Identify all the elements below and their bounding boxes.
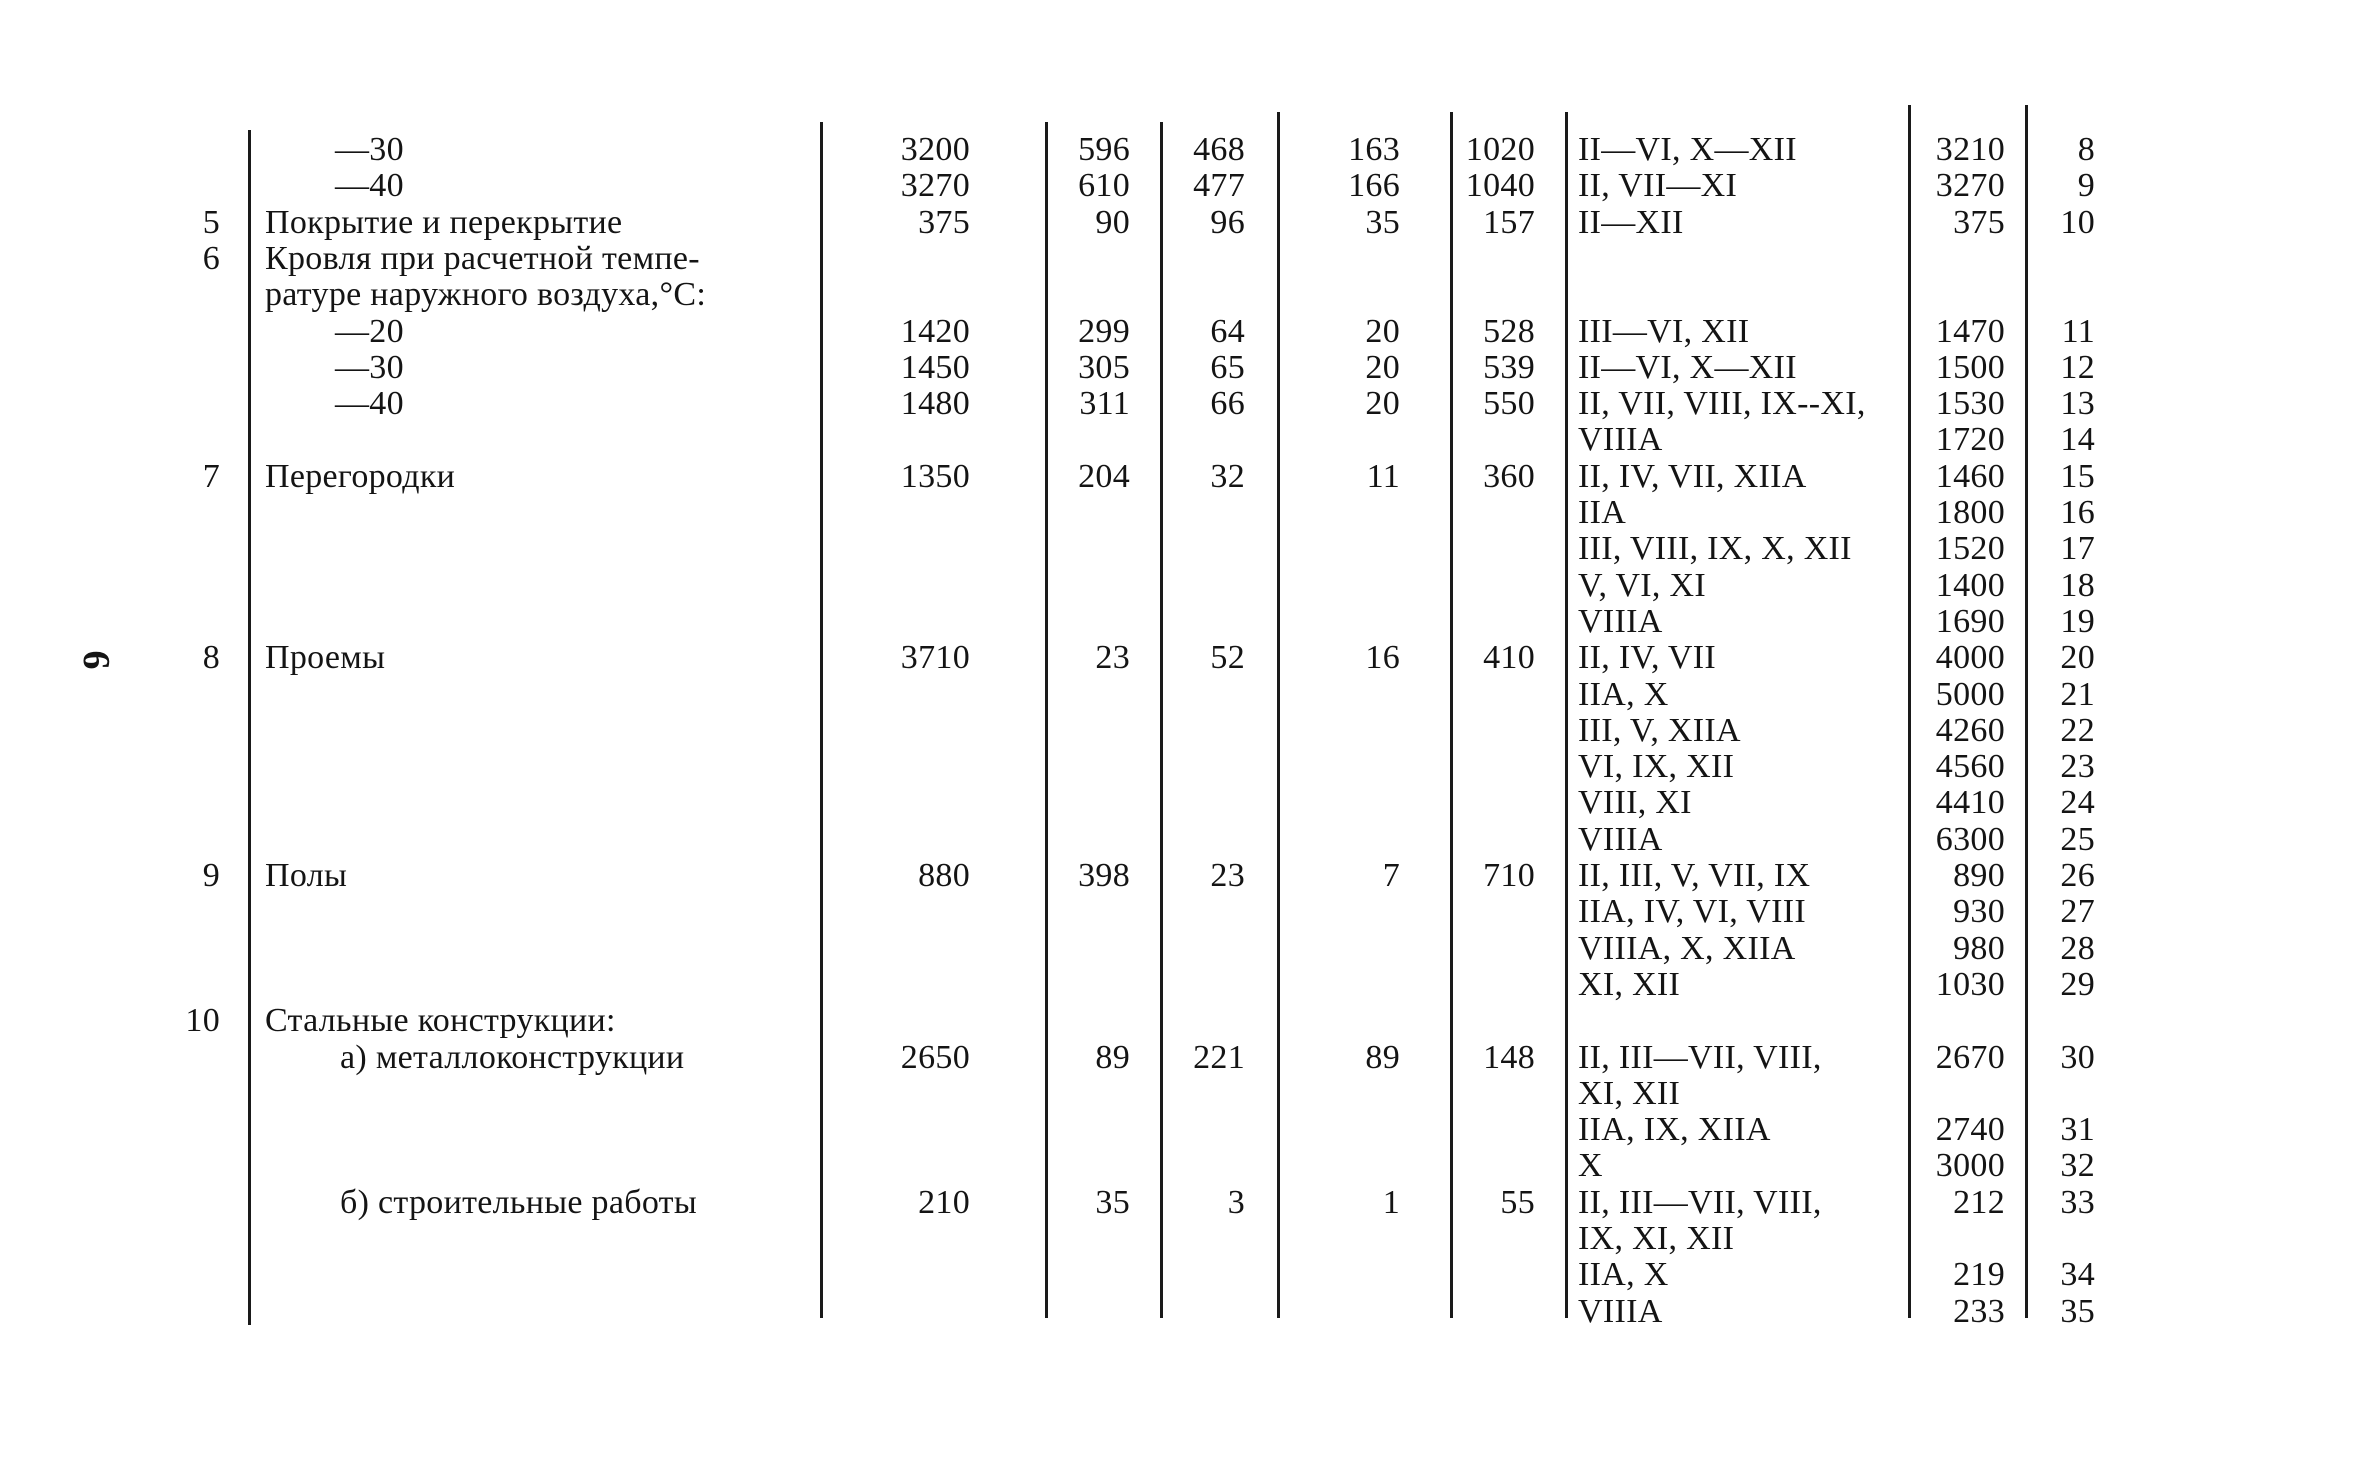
col-3-value: 468 (1193, 131, 1245, 168)
line-index: 26 (2060, 857, 2095, 894)
column-rule (2025, 105, 2028, 1318)
col-3-value: 65 (1210, 348, 1245, 386)
regions-cell: II, VII—XI (1578, 167, 1738, 205)
region-value: 930 (1953, 893, 2005, 931)
region-value: 2670 (1935, 1038, 2005, 1076)
line-index: 8 (2077, 131, 2095, 168)
row-label: ратуре наружного воздуха,°С: (265, 276, 707, 314)
row-label: —30 (335, 348, 404, 386)
col-4-value: 16 (1365, 639, 1400, 677)
column-rule (1160, 122, 1163, 1318)
regions-cell: II—VI, X—XII (1578, 131, 1797, 168)
region-value: 219 (1953, 1256, 2005, 1294)
regions-cell: IIA, X (1578, 1256, 1669, 1294)
col-1-value: 3270 (900, 167, 970, 205)
region-value: 4260 (1935, 711, 2005, 749)
region-value: 1460 (1935, 457, 2005, 495)
line-index: 33 (2060, 1183, 2095, 1221)
line-index: 11 (2061, 312, 2095, 350)
col-3-value: 52 (1210, 639, 1245, 677)
col-5-value: 539 (1483, 348, 1535, 386)
region-value: 375 (1953, 203, 2005, 241)
line-index: 18 (2060, 566, 2095, 604)
line-index: 13 (2060, 385, 2095, 423)
col-4-value: 166 (1348, 167, 1400, 205)
region-value: 1470 (1935, 312, 2005, 350)
row-label: Стальные конструкции: (265, 1002, 616, 1040)
col-4-value: 163 (1348, 131, 1400, 168)
regions-cell: II, III—VII, VIII, (1578, 1183, 1822, 1221)
region-value: 890 (1953, 857, 2005, 894)
regions-cell: IIA (1578, 494, 1627, 531)
column-rule (1045, 122, 1048, 1318)
col-2-value: 23 (1095, 639, 1130, 677)
col-4-value: 20 (1365, 312, 1400, 350)
line-index: 10 (2060, 203, 2095, 241)
region-value: 1400 (1935, 566, 2005, 604)
line-index: 35 (2060, 1292, 2095, 1330)
column-rule (248, 130, 251, 1325)
line-index: 24 (2060, 784, 2095, 822)
col-2-value: 90 (1095, 203, 1130, 241)
line-index: 31 (2060, 1111, 2095, 1149)
regions-cell: III—VI, XII (1578, 312, 1750, 350)
line-index: 21 (2060, 675, 2095, 713)
row-number: 6 (202, 239, 220, 277)
line-index: 30 (2060, 1038, 2095, 1076)
col-5-value: 148 (1483, 1038, 1535, 1076)
col-2-value: 89 (1095, 1038, 1130, 1076)
col-1-value: 1480 (900, 385, 970, 423)
col-2-value: 35 (1095, 1183, 1130, 1221)
region-value: 1690 (1935, 602, 2005, 640)
line-index: 17 (2060, 530, 2095, 568)
region-value: 1520 (1935, 530, 2005, 568)
col-1-value: 3710 (900, 639, 970, 677)
col-4-value: 7 (1382, 857, 1400, 894)
col-4-value: 35 (1365, 203, 1400, 241)
region-value: 1530 (1935, 385, 2005, 423)
regions-cell: X (1578, 1147, 1603, 1185)
row-label: Полы (265, 857, 348, 894)
col-1-value: 2650 (900, 1038, 970, 1076)
row-number: 7 (202, 457, 220, 495)
col-2-value: 305 (1078, 348, 1130, 386)
col-3-value: 96 (1210, 203, 1245, 241)
regions-cell: XI, XII (1578, 1074, 1681, 1112)
col-5-value: 1020 (1465, 131, 1535, 168)
regions-cell: VIIIA (1578, 1292, 1663, 1330)
line-index: 15 (2060, 457, 2095, 495)
regions-cell: II—XII (1578, 203, 1684, 241)
col-1-value: 1420 (900, 312, 970, 350)
region-value: 3000 (1935, 1147, 2005, 1185)
col-4-value: 1 (1382, 1183, 1400, 1221)
col-3-value: 221 (1193, 1038, 1245, 1076)
col-2-value: 596 (1078, 131, 1130, 168)
regions-cell: II, IV, VII (1578, 639, 1717, 677)
col-4-value: 20 (1365, 385, 1400, 423)
row-label: Перегородки (265, 457, 456, 495)
col-2-value: 204 (1078, 457, 1130, 495)
row-label: —40 (335, 385, 404, 423)
column-rule (1565, 112, 1568, 1318)
line-index: 23 (2060, 748, 2095, 786)
col-5-value: 157 (1483, 203, 1535, 241)
region-value: 1500 (1935, 348, 2005, 386)
col-3-value: 477 (1193, 167, 1245, 205)
line-index: 32 (2060, 1147, 2095, 1185)
line-index: 16 (2060, 494, 2095, 531)
line-index: 22 (2060, 711, 2095, 749)
row-number: 5 (202, 203, 220, 241)
regions-cell: VIII, XI (1578, 784, 1692, 822)
region-value: 1030 (1935, 965, 2005, 1003)
col-2-value: 311 (1079, 385, 1130, 423)
col-1-value: 210 (918, 1183, 970, 1221)
regions-cell: IX, XI, XII (1578, 1220, 1735, 1257)
column-rule (1450, 112, 1453, 1318)
regions-cell: VIIIA (1578, 820, 1663, 858)
col-3-value: 66 (1210, 385, 1245, 423)
region-value: 5000 (1935, 675, 2005, 713)
line-index: 12 (2060, 348, 2095, 386)
col-5-value: 710 (1483, 857, 1535, 894)
line-index: 14 (2060, 421, 2095, 459)
col-3-value: 64 (1210, 312, 1245, 350)
region-value: 4410 (1935, 784, 2005, 822)
regions-cell: II—VI, X—XII (1578, 348, 1797, 386)
region-value: 3270 (1935, 167, 2005, 205)
line-index: 28 (2060, 929, 2095, 967)
regions-cell: II, III, V, VII, IX (1578, 857, 1811, 894)
col-1-value: 1350 (900, 457, 970, 495)
region-value: 4000 (1935, 639, 2005, 677)
line-index: 34 (2060, 1256, 2095, 1294)
row-number: 10 (185, 1002, 220, 1040)
col-1-value: 375 (918, 203, 970, 241)
region-value: 4560 (1935, 748, 2005, 786)
col-4-value: 11 (1366, 457, 1400, 495)
col-3-value: 23 (1210, 857, 1245, 894)
region-value: 233 (1953, 1292, 2005, 1330)
col-5-value: 410 (1483, 639, 1535, 677)
regions-cell: II, III—VII, VIII, (1578, 1038, 1822, 1076)
row-label: —30 (335, 131, 404, 168)
col-1-value: 880 (918, 857, 970, 894)
col-4-value: 20 (1365, 348, 1400, 386)
col-2-value: 398 (1078, 857, 1130, 894)
col-3-value: 32 (1210, 457, 1245, 495)
regions-cell: V, VI, XI (1578, 566, 1707, 604)
col-1-value: 1450 (900, 348, 970, 386)
col-5-value: 550 (1483, 385, 1535, 423)
region-value: 3210 (1935, 131, 2005, 168)
row-number: 8 (202, 639, 220, 677)
line-index: 29 (2060, 965, 2095, 1003)
regions-cell: VIIIA, X, XIIA (1578, 929, 1796, 967)
row-number: 9 (202, 857, 220, 894)
regions-cell: VIIIA (1578, 602, 1663, 640)
region-value: 6300 (1935, 820, 2005, 858)
regions-cell: III, VIII, IX, X, XII (1578, 530, 1852, 568)
regions-cell: III, V, XIIA (1578, 711, 1741, 749)
regions-cell: VIIIA (1578, 421, 1663, 459)
regions-cell: IIA, IX, XIIA (1578, 1111, 1771, 1149)
regions-cell: IIA, X (1578, 675, 1669, 713)
col-4-value: 89 (1365, 1038, 1400, 1076)
row-label: Покрытие и перекрытие (265, 203, 623, 241)
line-index: 20 (2060, 639, 2095, 677)
col-3-value: 3 (1227, 1183, 1245, 1221)
page-number: 6 (75, 650, 117, 670)
col-2-value: 299 (1078, 312, 1130, 350)
region-value: 1800 (1935, 494, 2005, 531)
col-5-value: 528 (1483, 312, 1535, 350)
region-value: 212 (1953, 1183, 2005, 1221)
regions-cell: XI, XII (1578, 965, 1681, 1003)
row-label: Проемы (265, 639, 386, 677)
regions-cell: II, VII, VIII, IX--XI, (1578, 385, 1866, 423)
col-5-value: 1040 (1465, 167, 1535, 205)
line-index: 25 (2060, 820, 2095, 858)
column-rule (1277, 112, 1280, 1318)
line-index: 19 (2060, 602, 2095, 640)
regions-cell: II, IV, VII, XIIA (1578, 457, 1807, 495)
regions-cell: IIA, IV, VI, VIII (1578, 893, 1806, 931)
col-5-value: 55 (1500, 1183, 1535, 1221)
column-rule (820, 122, 823, 1318)
region-value: 980 (1953, 929, 2005, 967)
row-label: б) строительные работы (340, 1183, 697, 1221)
row-label: Кровля при расчетной темпе- (265, 239, 700, 277)
region-value: 2740 (1935, 1111, 2005, 1149)
row-label: —40 (335, 167, 404, 205)
row-label: а) металлоконструкции (340, 1038, 685, 1076)
row-label: —20 (335, 312, 404, 350)
line-index: 27 (2060, 893, 2095, 931)
col-5-value: 360 (1483, 457, 1535, 495)
region-value: 1720 (1935, 421, 2005, 459)
col-1-value: 3200 (900, 131, 970, 168)
line-index: 9 (2077, 167, 2095, 205)
col-2-value: 610 (1078, 167, 1130, 205)
regions-cell: VI, IX, XII (1578, 748, 1735, 786)
